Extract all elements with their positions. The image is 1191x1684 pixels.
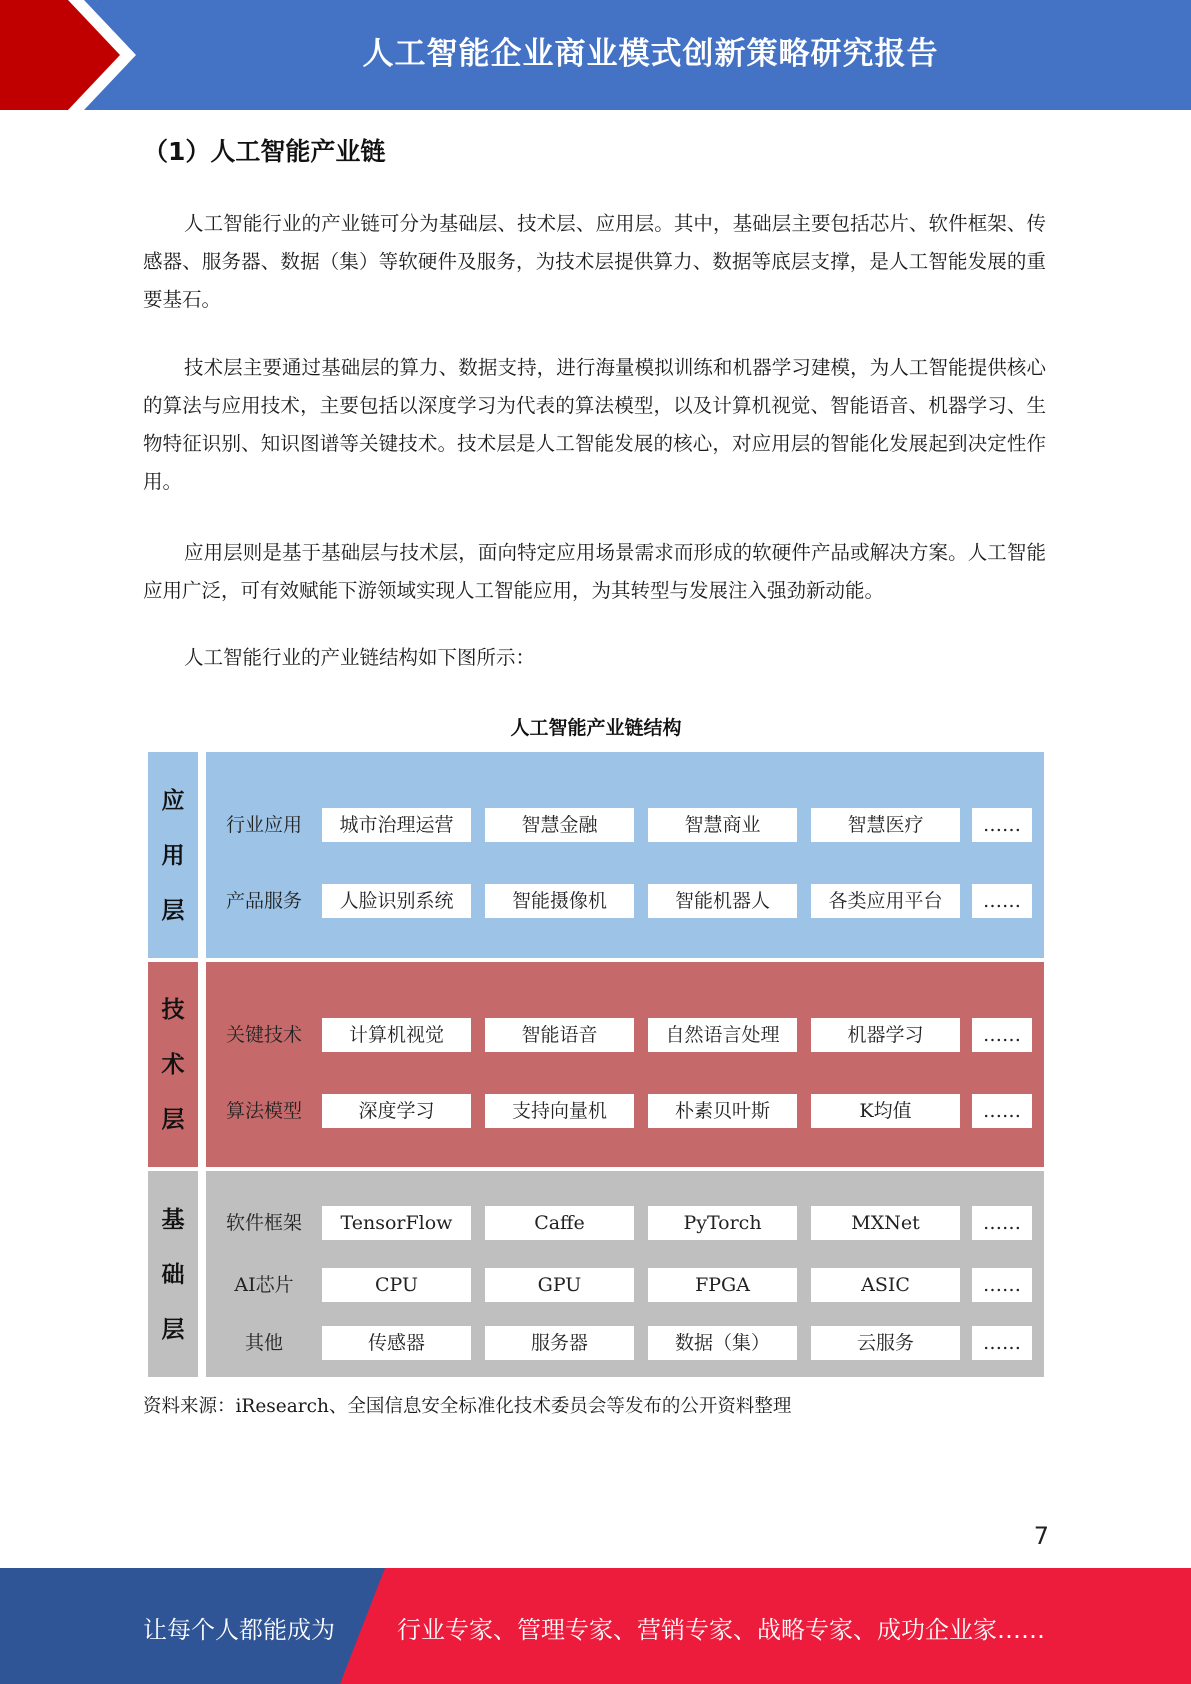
layer-side-char: 基 <box>161 1205 185 1233</box>
item-box-more: …… <box>972 1268 1032 1302</box>
layer-panel <box>206 752 1044 958</box>
item-box-more: …… <box>972 1094 1032 1128</box>
footer-slogan-right: 行业专家、管理专家、营销专家、战略专家、成功企业家…… <box>397 1616 1045 1644</box>
report-title: 人工智能企业商业模式创新策略研究报告 <box>362 36 939 72</box>
layer-row <box>206 1324 1044 1362</box>
layer-panel <box>206 1171 1044 1377</box>
row-label: 其他 <box>244 1332 283 1354</box>
item-box: K均值 <box>811 1094 960 1128</box>
row-label: 产品服务 <box>225 890 302 912</box>
footer-slogan-left: 让每个人都能成为 <box>143 1616 335 1644</box>
page-number: 7 <box>1033 1522 1049 1550</box>
item-box: 智慧金融 <box>485 808 634 842</box>
layer-side-char: 层 <box>161 896 185 924</box>
row-label: 行业应用 <box>225 814 302 836</box>
item-box: 人脸识别系统 <box>322 884 471 918</box>
layer-side-label <box>148 962 198 1167</box>
header-banner <box>0 0 1191 110</box>
row-label: 关键技术 <box>225 1024 302 1046</box>
item-box: 机器学习 <box>811 1018 960 1052</box>
layer-application <box>148 752 1044 958</box>
figure-source: 资料来源：iResearch、全国信息安全标准化技术委员会等发布的公开资料整理 <box>143 1396 792 1417</box>
item-box: 数据（集） <box>648 1326 797 1360</box>
item-box: 传感器 <box>322 1326 471 1360</box>
item-box: TensorFlow <box>322 1206 471 1240</box>
item-box-more: …… <box>972 1018 1032 1052</box>
layer-panel <box>206 962 1044 1167</box>
item-box: ASIC <box>811 1268 960 1302</box>
item-box: 服务器 <box>485 1326 634 1360</box>
item-box: 智能语音 <box>485 1018 634 1052</box>
item-box: 朴素贝叶斯 <box>648 1094 797 1128</box>
layer-side-char: 技 <box>161 996 185 1023</box>
item-box: CPU <box>322 1268 471 1302</box>
section-heading: （1）人工智能产业链 <box>143 137 386 166</box>
layer-side-char: 应 <box>161 786 185 814</box>
item-box: 自然语言处理 <box>648 1018 797 1052</box>
item-box: 计算机视觉 <box>322 1018 471 1052</box>
item-box-more: …… <box>972 884 1032 918</box>
layer-row <box>206 806 1044 844</box>
item-box: 深度学习 <box>322 1094 471 1128</box>
item-box: 各类应用平台 <box>811 884 960 918</box>
item-box: 智能摄像机 <box>485 884 634 918</box>
row-label: AI芯片 <box>234 1274 294 1296</box>
layer-side-char: 层 <box>161 1315 185 1343</box>
layer-row <box>206 882 1044 920</box>
layer-row <box>206 1092 1044 1130</box>
item-box: 智能机器人 <box>648 884 797 918</box>
layer-row <box>206 1266 1044 1304</box>
item-box: MXNet <box>811 1206 960 1240</box>
layer-technology <box>148 962 1044 1167</box>
item-box: 城市治理运营 <box>322 808 471 842</box>
layer-side-char: 础 <box>161 1260 185 1288</box>
paragraph-3: 应用层则是基于基础层与技术层，面向特定应用场景需求而形成的软硬件产品或解决方案。人工智能应用广泛，可有效赋能下游领域实现人工智能应用，为其转型与发展注入强劲新动能。 <box>143 541 1046 602</box>
item-box-more: …… <box>972 1326 1032 1360</box>
item-box: Caffe <box>485 1206 634 1240</box>
item-box: FPGA <box>648 1268 797 1302</box>
layer-row <box>206 1016 1044 1054</box>
layer-side-char: 用 <box>161 841 185 869</box>
layer-side-label <box>148 752 198 958</box>
paragraph-2: 技术层主要通过基础层的算力、数据支持，进行海量模拟训练和机器学习建模，为人工智能提供核心的算法与应用技术，主要包括以深度学习为代表的算法模型，以及计算机视觉、智能语音、机器学习、生物特征识别、知识图谱等关键技术。技术层是人工智能发展的核心，对应用层的智能化发展起到决定性作用。 <box>143 356 1046 493</box>
item-box: 云服务 <box>811 1326 960 1360</box>
row-label: 算法模型 <box>225 1100 302 1122</box>
figure-title: 人工智能产业链结构 <box>510 717 682 739</box>
paragraph-1: 人工智能行业的产业链可分为基础层、技术层、应用层。其中，基础层主要包括芯片、软件框架、传感器、服务器、数据（集）等软硬件及服务，为技术层提供算力、数据等底层支撑，是人工智能发展的重要基石。 <box>143 212 1046 311</box>
footer-banner <box>0 1568 1191 1684</box>
layer-side-char: 层 <box>161 1106 185 1133</box>
item-box: 智慧医疗 <box>811 808 960 842</box>
layer-row <box>206 1204 1044 1242</box>
item-box: GPU <box>485 1268 634 1302</box>
row-label: 软件框架 <box>225 1212 302 1234</box>
item-box-more: …… <box>972 808 1032 842</box>
item-box: PyTorch <box>648 1206 797 1240</box>
item-box: 支持向量机 <box>485 1094 634 1128</box>
layer-foundation <box>148 1171 1044 1377</box>
item-box-more: …… <box>972 1206 1032 1240</box>
layer-side-label <box>148 1171 198 1377</box>
paragraph-4: 人工智能行业的产业链结构如下图所示： <box>184 646 536 669</box>
layer-side-char: 术 <box>161 1051 185 1078</box>
item-box: 智慧商业 <box>648 808 797 842</box>
